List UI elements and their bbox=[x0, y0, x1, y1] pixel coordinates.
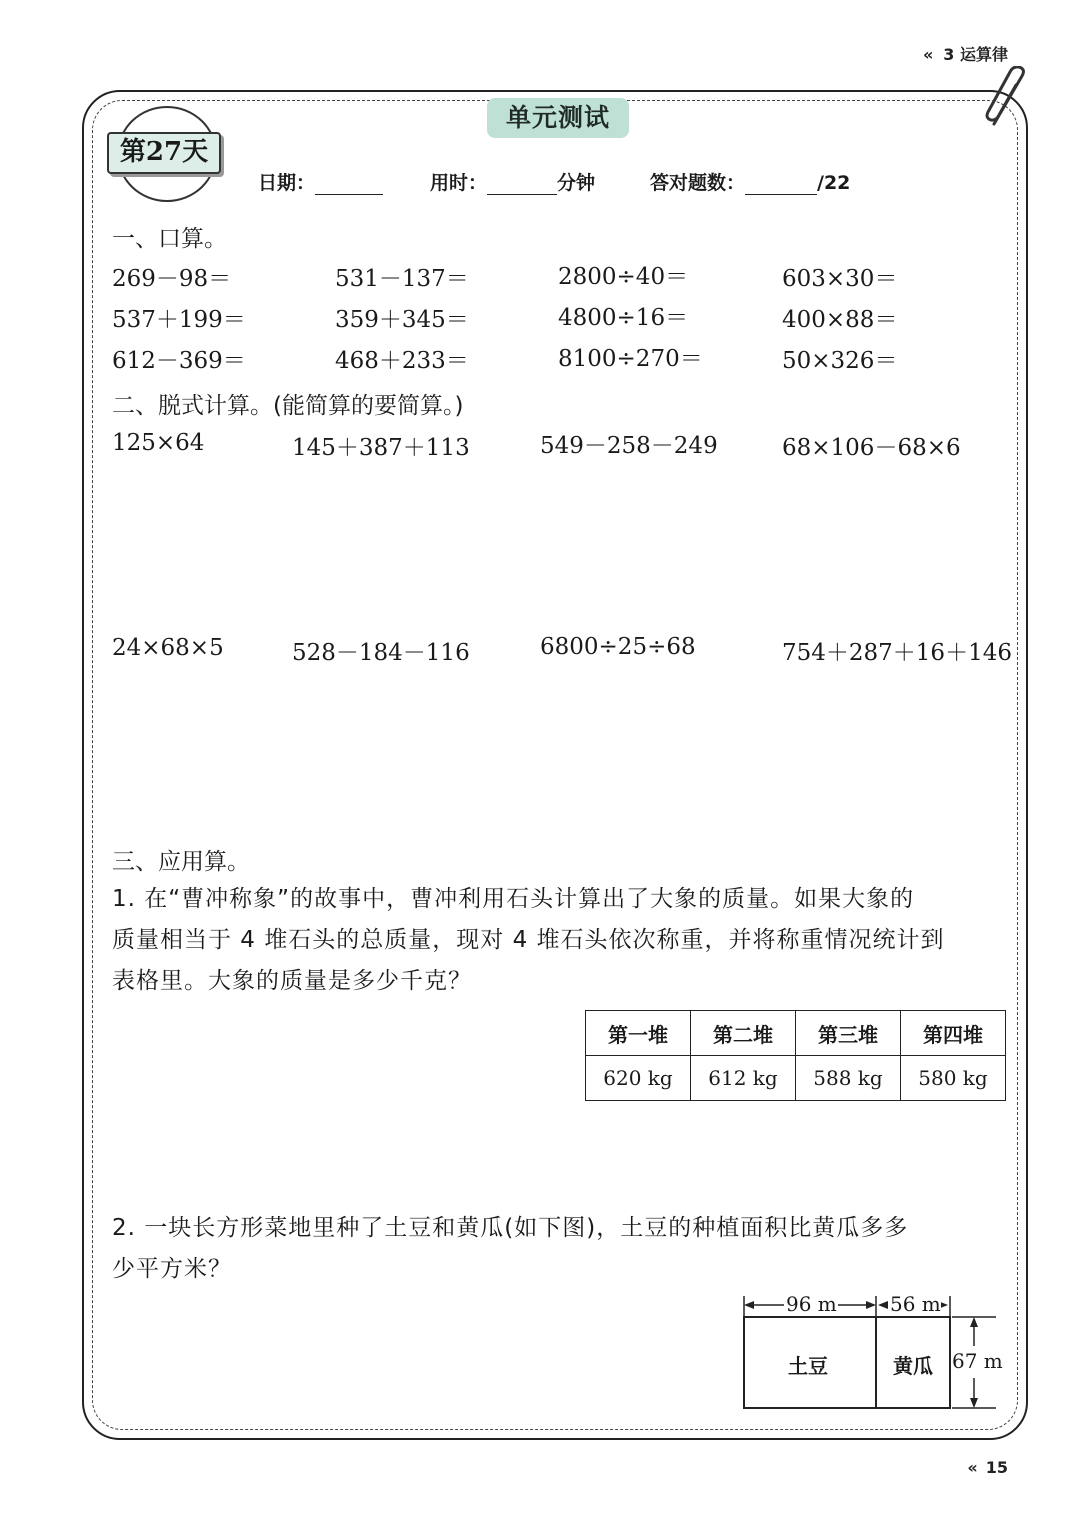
potato-plot-label: 土豆 bbox=[788, 1354, 828, 1378]
chevron-left-icon: « bbox=[967, 1458, 978, 1477]
date-label: 日期： bbox=[258, 172, 316, 194]
oral-item: 269－98＝ bbox=[112, 266, 232, 292]
calc-item: 125×64 bbox=[112, 430, 205, 456]
table-cell: 588 kg bbox=[796, 1056, 901, 1101]
calc-item: 754＋287＋16＋146 bbox=[782, 640, 1012, 666]
table-header-row bbox=[586, 1011, 1006, 1056]
time-field bbox=[430, 168, 595, 195]
cucumber-plot-label: 黄瓜 bbox=[893, 1354, 933, 1378]
chevron-left-icon: « bbox=[922, 45, 934, 64]
calc-item: 549－258－249 bbox=[540, 433, 718, 459]
table-cell: 612 kg bbox=[691, 1056, 796, 1101]
oral-item: 400×88＝ bbox=[782, 307, 898, 333]
question-1-line: 质量相当于 4 堆石头的总质量，现对 4 堆石头依次称重，并将称重情况统计到 bbox=[112, 927, 945, 953]
question-2 bbox=[112, 1208, 1012, 1290]
oral-item: 50×326＝ bbox=[782, 348, 898, 374]
oral-item: 531－137＝ bbox=[335, 266, 469, 292]
question-2-line: 2. 一块长方形菜地里种了土豆和黄瓜(如下图)，土豆的种植面积比黄瓜多多 bbox=[112, 1215, 909, 1241]
paperclip-icon bbox=[980, 66, 1032, 128]
oral-item: 537＋199＝ bbox=[112, 307, 246, 333]
oral-item: 8100÷270＝ bbox=[558, 346, 703, 372]
calc-item: 528－184－116 bbox=[292, 640, 470, 666]
table-cell: 580 kg bbox=[901, 1056, 1006, 1101]
score-label: 答对题数： bbox=[650, 172, 746, 194]
oral-item: 603×30＝ bbox=[782, 266, 898, 292]
oral-item: 2800÷40＝ bbox=[558, 264, 689, 290]
table-header-cell: 第三堆 bbox=[796, 1011, 901, 1056]
oral-item: 468＋233＝ bbox=[335, 348, 469, 374]
page-number-value: 15 bbox=[985, 1458, 1008, 1477]
oral-item: 359＋345＝ bbox=[335, 307, 469, 333]
table-cell: 620 kg bbox=[586, 1056, 691, 1101]
section-1-title: 一、口算。 bbox=[112, 226, 227, 252]
question-1 bbox=[112, 879, 1012, 1002]
score-total: /22 bbox=[817, 172, 851, 194]
table-header-cell: 第四堆 bbox=[901, 1011, 1006, 1056]
chapter-title: 3 运算律 bbox=[943, 45, 1008, 64]
stone-weight-table bbox=[585, 1010, 1006, 1101]
time-input[interactable] bbox=[487, 172, 557, 195]
cucumber-width-label: 56 m bbox=[890, 1292, 941, 1316]
potato-width-label: 96 m bbox=[786, 1292, 837, 1316]
date-field bbox=[258, 168, 383, 195]
question-1-line: 表格里。大象的质量是多少千克？ bbox=[112, 968, 472, 994]
day-badge-label: 第27天 bbox=[107, 132, 221, 174]
calc-item: 6800÷25÷68 bbox=[540, 634, 696, 660]
table-row bbox=[586, 1056, 1006, 1101]
time-label: 用时： bbox=[430, 172, 488, 194]
section-3-title: 三、应用算。 bbox=[112, 849, 250, 875]
time-unit: 分钟 bbox=[557, 172, 596, 194]
question-2-line: 少平方米？ bbox=[112, 1256, 232, 1282]
oral-item: 612－369＝ bbox=[112, 348, 246, 374]
question-1-line: 1. 在“曹冲称象”的故事中，曹冲利用石头计算出了大象的质量。如果大象的 bbox=[112, 886, 915, 912]
score-input[interactable] bbox=[745, 172, 817, 195]
section-2-title: 二、脱式计算。(能简算的要简算。) bbox=[112, 393, 464, 419]
table-header-cell: 第二堆 bbox=[691, 1011, 796, 1056]
unit-test-title: 单元测试 bbox=[487, 98, 629, 138]
date-input[interactable] bbox=[315, 172, 383, 195]
calc-item: 145＋387＋113 bbox=[292, 435, 470, 461]
height-label: 67 m bbox=[952, 1349, 1003, 1373]
score-field bbox=[650, 168, 850, 195]
page-number bbox=[967, 1458, 1008, 1477]
chapter-header bbox=[923, 42, 1008, 65]
calc-item: 24×68×5 bbox=[112, 635, 224, 661]
oral-item: 4800÷16＝ bbox=[558, 305, 689, 331]
table-header-cell: 第一堆 bbox=[586, 1011, 691, 1056]
calc-item: 68×106－68×6 bbox=[782, 435, 961, 461]
